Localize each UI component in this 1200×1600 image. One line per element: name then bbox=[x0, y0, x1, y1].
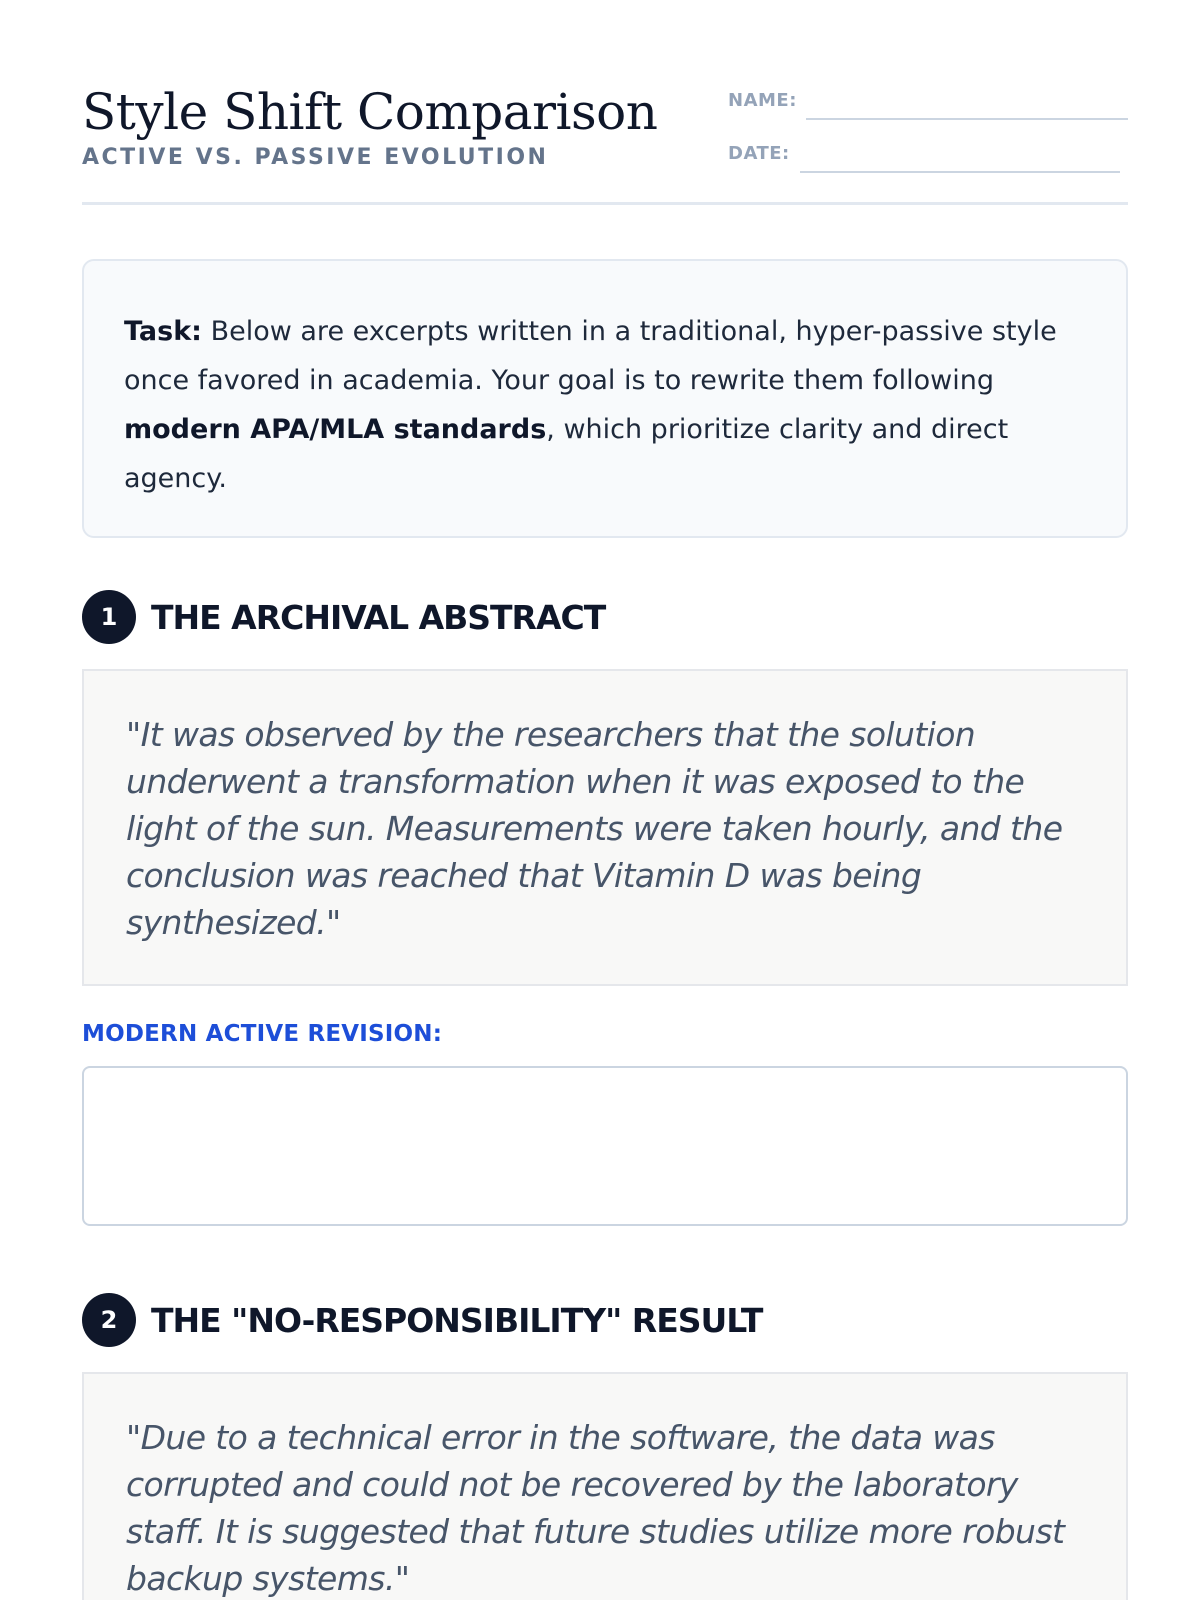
page-subtitle: ACTIVE VS. PASSIVE EVOLUTION bbox=[82, 145, 549, 170]
section-1-title: THE ARCHIVAL ABSTRACT bbox=[151, 597, 606, 637]
name-label: NAME: bbox=[728, 90, 797, 111]
section-1-header bbox=[82, 590, 605, 644]
worksheet-page bbox=[82, 0, 1128, 1600]
task-text-1: Below are excerpts written in a traditional, hyper-passive style once favored in academia. Your goal is to rewrite them following bbox=[124, 316, 1057, 396]
section-1-excerpt: "It was observed by the researchers that the solution underwent a transformation when it was exposed to the light of the sun. Measurements were taken hourly, and the conclusion was reached that Vitamin D was being synthesized." bbox=[82, 669, 1128, 986]
name-field[interactable] bbox=[728, 86, 1128, 120]
revision-label: MODERN ACTIVE REVISION: bbox=[82, 1021, 443, 1047]
date-label: DATE: bbox=[728, 143, 790, 164]
task-text-2: , which prioritize clarity and direct agency. bbox=[124, 414, 1009, 494]
page-title: Style Shift Comparison bbox=[82, 83, 658, 141]
name-line bbox=[806, 118, 1128, 120]
task-emphasis: modern APA/MLA standards bbox=[124, 414, 547, 445]
section-2-header bbox=[82, 1293, 762, 1347]
task-instructions bbox=[82, 259, 1128, 538]
section-number-badge: 2 bbox=[82, 1293, 136, 1347]
date-line bbox=[800, 171, 1120, 173]
worksheet-header bbox=[82, 0, 1128, 205]
section-number-badge: 1 bbox=[82, 590, 136, 644]
section-2-title: THE "NO-RESPONSIBILITY" RESULT bbox=[151, 1300, 763, 1340]
date-field[interactable] bbox=[728, 139, 1120, 173]
revision-answer-box[interactable] bbox=[82, 1066, 1128, 1226]
task-lead: Task: bbox=[124, 316, 202, 347]
section-2-excerpt: "Due to a technical error in the software, the data was corrupted and could not be recovered by the laboratory staff. It is suggested that future studies utilize more robust backup systems." bbox=[82, 1372, 1128, 1600]
